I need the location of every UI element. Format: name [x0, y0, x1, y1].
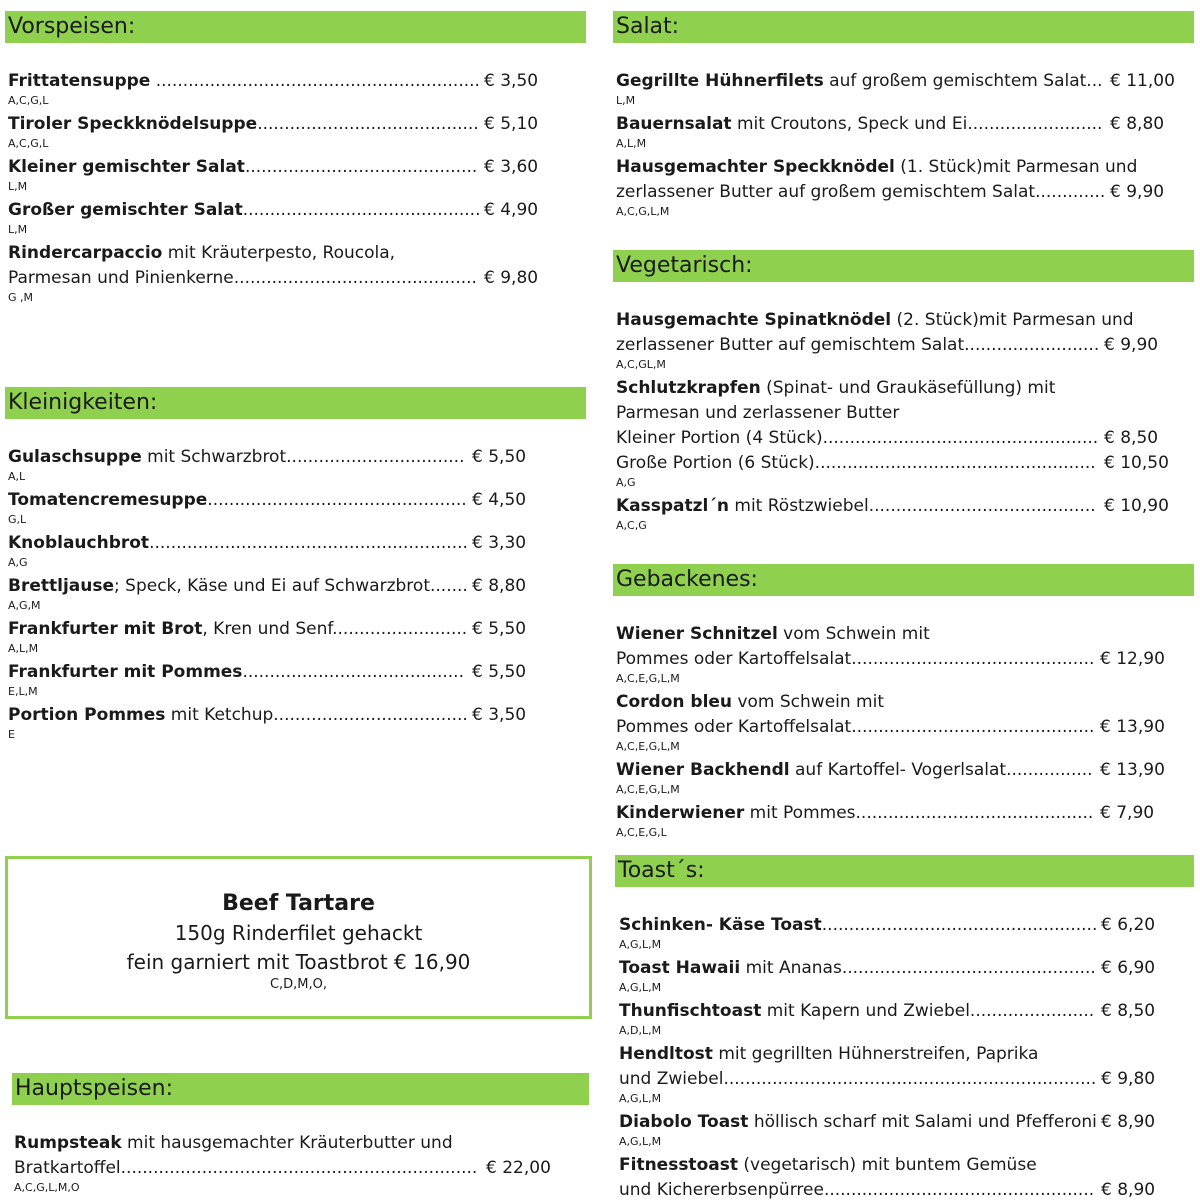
dish-name: Kleiner gemischter Salat: [8, 157, 245, 177]
dot-leader: .........................: [964, 335, 1100, 355]
dish-price: € 8,90: [1101, 1112, 1156, 1132]
dish-description: mit Kapern und Zwiebel: [761, 1001, 970, 1021]
menu-item: [619, 913, 1196, 956]
dish-price: € 3,60: [484, 157, 539, 177]
dish-name: Tiroler Speckknödelsuppe: [8, 114, 258, 134]
menu-item: [616, 69, 1196, 112]
dish-price: € 13,90: [1100, 717, 1165, 737]
special-offer-box: [5, 856, 592, 1019]
menu-item-line: [619, 1110, 1196, 1135]
menu-item-line: [14, 1156, 589, 1181]
dish-description: mit Schwarzbrot: [141, 447, 287, 467]
dish-description: , Kren und Senf: [202, 619, 333, 639]
menu-item: [619, 956, 1196, 999]
dot-leader: .......................: [969, 1001, 1095, 1021]
dish-description: Parmesan und Pinienkerne: [8, 268, 234, 288]
dish-description: Bratkartoffel: [14, 1158, 121, 1178]
menu-item-line: [616, 308, 1196, 333]
dish-price: € 9,90: [1110, 182, 1165, 202]
allergen-codes: G ,M: [8, 291, 34, 304]
dish-price: € 4,50: [472, 490, 527, 510]
dish-description: auf Kartoffel- Vogerlsalat: [789, 760, 1007, 780]
menu-item-line: [616, 690, 1196, 715]
menu-item-line: [616, 376, 1196, 401]
dish-description: vom Schwein mit: [777, 624, 930, 644]
menu-item: [616, 622, 1196, 690]
dot-leader: ....................................................: [814, 453, 1096, 473]
dot-leader: .....................................................................: [723, 1069, 1097, 1089]
dish-description: zerlassener Butter auf großem gemischtem Salat: [616, 182, 1036, 202]
section-header-salat: Salat:: [613, 11, 1194, 43]
section-header-hauptspeisen: Hauptspeisen:: [12, 1073, 589, 1105]
menu-item-line: [616, 647, 1196, 672]
dish-description: auf großem gemischtem Salat: [823, 71, 1087, 91]
menu-item-line: [619, 913, 1196, 938]
allergen-codes: L,M: [8, 223, 28, 236]
dish-description: mit hausgemachter Kräuterbutter und: [121, 1133, 453, 1153]
dish-price: € 4,90: [484, 200, 539, 220]
dish-name: Großer gemischter Salat: [8, 200, 243, 220]
dish-name: Kasspatzl´n: [616, 496, 729, 516]
allergen-codes: A,G,L,M: [619, 938, 662, 951]
dish-description: mit Croutons, Speck und Ei: [731, 114, 968, 134]
dish-price: € 13,90: [1100, 760, 1165, 780]
allergen-codes: A,C,G,L: [8, 137, 49, 150]
dot-leader: .......: [430, 576, 468, 596]
section-header-toasts: Toast´s:: [615, 855, 1194, 887]
menu-list-vegetarisch: [616, 308, 1196, 537]
menu-item: [8, 155, 588, 198]
dish-price: € 5,50: [472, 447, 527, 467]
dish-price: € 7,90: [1100, 803, 1155, 823]
menu-item-line: [616, 451, 1196, 476]
dish-description: (1. Stück)mit Parmesan und: [894, 157, 1138, 177]
menu-item-line: [616, 69, 1196, 94]
dish-description: Parmesan und zerlassener Butter: [616, 403, 900, 423]
menu-item: [616, 758, 1196, 801]
dish-price: € 10,90: [1104, 496, 1169, 516]
allergen-codes: A,C,E,G,L,M: [616, 740, 680, 753]
allergen-codes: A,C,G: [616, 519, 647, 532]
dish-name: Brettljause: [8, 576, 115, 596]
dot-leader: .................................: [286, 447, 465, 467]
special-line-2: fein garniert mit Toastbrot € 16,90: [126, 950, 471, 974]
dot-leader: .........................: [332, 619, 468, 639]
dish-price: € 9,90: [1104, 335, 1159, 355]
allergen-codes: A,C,G,L,M,O: [14, 1181, 80, 1194]
dish-description: höllisch scharf mit Salami und Pfefferoni: [748, 1112, 1097, 1132]
dish-description: Pommes oder Kartoffelsalat: [616, 717, 852, 737]
dish-description: ; Speck, Käse und Ei auf Schwarzbrot: [114, 576, 430, 596]
menu-item: [8, 660, 588, 703]
dot-leader: ..........................................: [868, 496, 1096, 516]
special-line-1: 150g Rinderfilet gehackt: [174, 921, 423, 945]
special-allergens: C,D,M,O,: [269, 977, 328, 992]
allergen-codes: A,G: [616, 476, 636, 489]
dish-price: € 3,50: [484, 71, 539, 91]
dish-name: Bauernsalat: [616, 114, 732, 134]
allergen-codes: A,C,G,L: [8, 94, 49, 107]
menu-item: [8, 69, 588, 112]
dot-leader: ..................................................................: [120, 1158, 478, 1178]
dish-description: (Spinat- und Graukäsefüllung) mit: [760, 378, 1056, 398]
menu-item-line: [616, 494, 1196, 519]
dot-leader: .........................................: [242, 662, 464, 682]
menu-item-line: [8, 488, 588, 513]
dot-leader: ...............................................: [841, 958, 1096, 978]
dish-price: € 6,20: [1101, 915, 1156, 935]
allergen-codes: A,L: [8, 470, 26, 483]
dot-leader: ...................................................: [822, 428, 1099, 448]
menu-item: [8, 241, 588, 309]
menu-item-line: [616, 112, 1196, 137]
section-header-vorspeisen: Vorspeisen:: [5, 11, 586, 43]
menu-item-line: [8, 660, 588, 685]
special-title: Beef Tartare: [222, 891, 375, 916]
dot-leader: ............................................: [242, 200, 481, 220]
dot-leader: .........................................: [257, 114, 479, 134]
menu-item: [8, 112, 588, 155]
menu-item: [616, 112, 1196, 155]
menu-list-hauptspeisen: [14, 1131, 589, 1199]
dish-description: und Zwiebel: [619, 1069, 724, 1089]
dot-leader: .............................................: [233, 268, 477, 288]
dish-price: € 5,10: [484, 114, 539, 134]
dot-leader: .............................................: [851, 649, 1095, 669]
dish-name: Hausgemachte Spinatknödel: [616, 310, 892, 330]
menu-item: [8, 198, 588, 241]
menu-item: [619, 999, 1196, 1042]
allergen-codes: L,M: [616, 94, 636, 107]
menu-item-line: [616, 622, 1196, 647]
dot-leader: ....................................: [273, 705, 468, 725]
menu-item-line: [8, 198, 588, 223]
dish-price: € 12,90: [1100, 649, 1165, 669]
dish-price: € 3,30: [472, 533, 527, 553]
dot-leader: ...........................................: [244, 157, 478, 177]
menu-item-line: [616, 155, 1196, 180]
allergen-codes: A,G,L,M: [619, 981, 662, 994]
dish-price: € 6,90: [1101, 958, 1156, 978]
dish-name: Tomatencremesuppe: [8, 490, 208, 510]
menu-item: [616, 494, 1196, 537]
dish-description: mit Röstzwiebel: [728, 496, 869, 516]
menu-item-line: [619, 1067, 1196, 1092]
dish-name: Diabolo Toast: [619, 1112, 749, 1132]
dish-description: (vegetarisch) mit buntem Gemüse: [737, 1155, 1037, 1175]
menu-item-line: [8, 266, 588, 291]
section-header-kleinigkeiten: Kleinigkeiten:: [5, 387, 586, 419]
dish-name: Thunfischtoast: [619, 1001, 762, 1021]
menu-item-line: [616, 801, 1196, 826]
dish-name: Frittatensuppe: [8, 71, 151, 91]
menu-item-line: [8, 112, 588, 137]
menu-item-line: [14, 1131, 589, 1156]
menu-item-line: [8, 617, 588, 642]
dish-name: Wiener Backhendl: [616, 760, 790, 780]
section-header-vegetarisch: Vegetarisch:: [613, 250, 1194, 282]
menu-item-line: [616, 758, 1196, 783]
menu-item: [616, 690, 1196, 758]
menu-list-vorspeisen: [8, 69, 588, 309]
dish-description: Kleiner Portion (4 Stück): [616, 428, 823, 448]
dot-leader: ...................................................: [821, 915, 1098, 935]
allergen-codes: E,L,M: [8, 685, 38, 698]
dish-description: und Kichererbsenpürree: [619, 1180, 824, 1200]
menu-item-line: [616, 180, 1196, 205]
allergen-codes: A,D,L,M: [619, 1024, 662, 1037]
allergen-codes: G,L: [8, 513, 27, 526]
allergen-codes: L,M: [8, 180, 28, 193]
dish-price: € 11,00: [1110, 71, 1175, 91]
menu-item-line: [8, 445, 588, 470]
allergen-codes: A,L,M: [616, 137, 647, 150]
dot-leader: ............................................................: [155, 71, 480, 91]
dot-leader: ..................................................: [823, 1180, 1095, 1200]
menu-item-line: [619, 1178, 1196, 1203]
menu-item: [616, 801, 1196, 844]
dish-name: Knoblauchbrot: [8, 533, 150, 553]
dish-description: mit Ketchup: [165, 705, 274, 725]
allergen-codes: A,G,L,M: [619, 1135, 662, 1148]
dish-name: Rindercarpaccio: [8, 243, 163, 263]
dish-price: € 8,50: [1104, 428, 1159, 448]
dot-leader: .............: [1035, 182, 1106, 202]
dish-name: Toast Hawaii: [619, 958, 741, 978]
dish-price: € 8,90: [1101, 1180, 1156, 1200]
menu-item: [8, 703, 588, 746]
menu-item: [619, 1153, 1196, 1203]
dish-price: € 5,50: [472, 662, 527, 682]
menu-list-kleinigkeiten: [8, 445, 588, 746]
dish-price: € 3,50: [472, 705, 527, 725]
dish-price: € 5,50: [472, 619, 527, 639]
dish-description: Große Portion (6 Stück): [616, 453, 815, 473]
menu-list-gebackenes: [616, 622, 1196, 844]
section-header-gebackenes: Gebackenes:: [613, 564, 1194, 596]
dish-name: Schinken- Käse Toast: [619, 915, 822, 935]
dish-description: mit gegrillten Hühnerstreifen, Paprika: [712, 1044, 1039, 1064]
menu-item: [616, 376, 1196, 494]
dot-leader: ................: [1006, 760, 1093, 780]
dish-name: Frankfurter mit Brot: [8, 619, 203, 639]
dot-leader: .........................: [967, 114, 1103, 134]
allergen-codes: A,G,L,M: [619, 1092, 662, 1105]
dot-leader: ...: [1086, 71, 1103, 91]
dish-price: € 8,50: [1101, 1001, 1156, 1021]
dot-leader: ...........................................................: [149, 533, 468, 553]
menu-item-line: [619, 956, 1196, 981]
dish-name: Cordon bleu: [616, 692, 733, 712]
dish-description: [150, 71, 155, 91]
allergen-codes: E: [8, 728, 15, 741]
dish-name: Rumpsteak: [14, 1133, 122, 1153]
dish-description: mit Kräuterpesto, Roucola,: [162, 243, 396, 263]
dish-price: € 9,80: [1101, 1069, 1156, 1089]
allergen-codes: A,C,E,G,L: [616, 826, 667, 839]
menu-item-line: [619, 1153, 1196, 1178]
menu-item-line: [8, 241, 588, 266]
dish-price: € 9,80: [484, 268, 539, 288]
menu-item: [8, 574, 588, 617]
menu-item-line: [616, 426, 1196, 451]
dot-leader: .............................................: [851, 717, 1095, 737]
menu-item-line: [619, 1042, 1196, 1067]
menu-item: [8, 445, 588, 488]
menu-item-line: [616, 715, 1196, 740]
dish-name: Hendltost: [619, 1044, 713, 1064]
menu-item: [619, 1042, 1196, 1110]
dish-price: € 10,50: [1104, 453, 1169, 473]
allergen-codes: A,C,GL,M: [616, 358, 666, 371]
dish-description: mit Ananas: [740, 958, 842, 978]
dish-price: € 8,80: [472, 576, 527, 596]
menu-item: [8, 617, 588, 660]
dot-leader: ............................................: [855, 803, 1094, 823]
menu-item: [8, 488, 588, 531]
menu-item: [616, 308, 1196, 376]
menu-item-line: [619, 999, 1196, 1024]
dish-name: Gulaschsuppe: [8, 447, 142, 467]
menu-item-line: [8, 574, 588, 599]
allergen-codes: A,C,G,L,M: [616, 205, 670, 218]
menu-list-salat: [616, 69, 1196, 223]
dish-description: mit Pommes: [744, 803, 856, 823]
menu-item: [616, 155, 1196, 223]
menu-item-line: [616, 401, 1196, 426]
dish-name: Wiener Schnitzel: [616, 624, 778, 644]
dish-description: Pommes oder Kartoffelsalat: [616, 649, 852, 669]
dish-name: Portion Pommes: [8, 705, 166, 725]
allergen-codes: A,C,E,G,L,M: [616, 672, 680, 685]
menu-item-line: [8, 155, 588, 180]
menu-item-line: [8, 69, 588, 94]
menu-item: [8, 531, 588, 574]
menu-item: [14, 1131, 589, 1199]
menu-list-toasts: [619, 913, 1196, 1203]
allergen-codes: A,G: [8, 556, 28, 569]
allergen-codes: A,C,E,G,L,M: [616, 783, 680, 796]
dish-price: € 22,00: [486, 1158, 551, 1178]
allergen-codes: A,G,M: [8, 599, 41, 612]
menu-item-line: [8, 531, 588, 556]
dish-description: zerlassener Butter auf gemischtem Salat: [616, 335, 965, 355]
dish-price: € 8,80: [1110, 114, 1165, 134]
menu-item-line: [8, 703, 588, 728]
allergen-codes: A,L,M: [8, 642, 39, 655]
menu-item-line: [616, 333, 1196, 358]
dot-leader: ................................................: [207, 490, 467, 510]
dish-name: Kinderwiener: [616, 803, 745, 823]
dish-name: Gegrillte Hühnerfilets: [616, 71, 824, 91]
dish-name: Hausgemachter Speckknödel: [616, 157, 895, 177]
menu-item: [619, 1110, 1196, 1153]
dish-name: Fitnesstoast: [619, 1155, 738, 1175]
dish-name: Schlutzkrapfen: [616, 378, 761, 398]
dish-description: (2. Stück)mit Parmesan und: [891, 310, 1134, 330]
dish-name: Frankfurter mit Pommes: [8, 662, 243, 682]
dish-description: vom Schwein mit: [732, 692, 885, 712]
